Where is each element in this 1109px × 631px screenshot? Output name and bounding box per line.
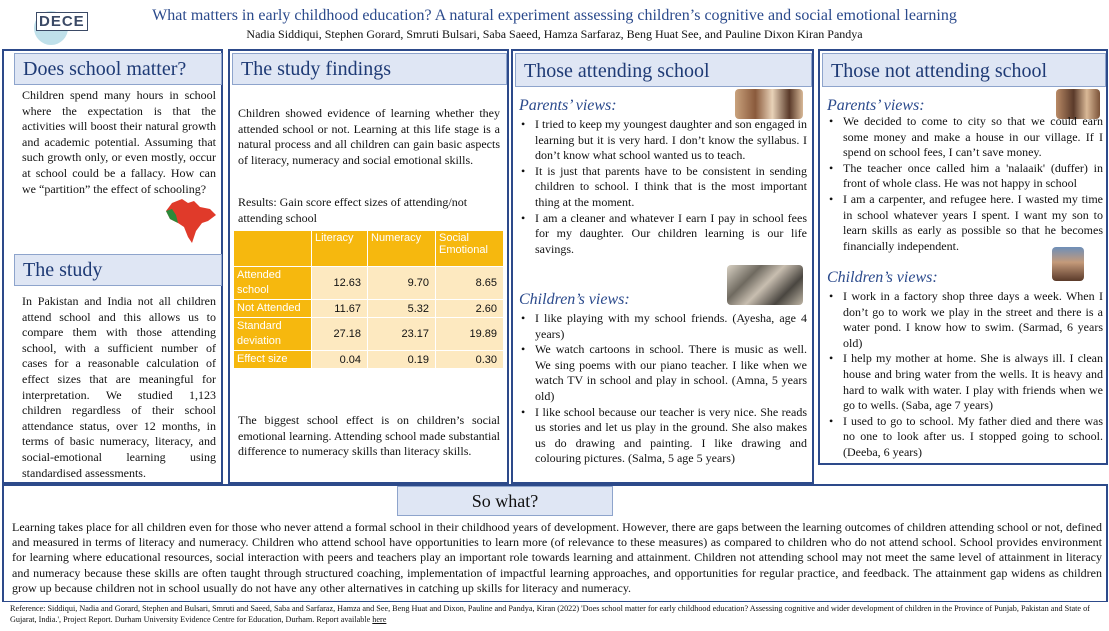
list-item: • We watch cartoons in school. There is music as well. We sing poems with our piano teacher. I like when we watch TV in school and play in school. (Amna, 5 years old) bbox=[519, 342, 807, 404]
not-attending-parents-list bbox=[827, 114, 1103, 254]
not-attending-panel bbox=[818, 49, 1108, 465]
children-photo bbox=[727, 265, 803, 305]
school-matter-text: Children spend many hours in school where the expectation is that the activities will boost their natural growth and academic potential. Assuming that such growth only, or even mostly, occur at school could be a fallacy. How can we “partition” the effect of schooling? bbox=[22, 88, 216, 196]
poster-header bbox=[0, 0, 1109, 46]
school-matter-title: Does school matter? bbox=[14, 53, 222, 85]
logo-text: DECE bbox=[36, 12, 89, 31]
study-title: The study bbox=[14, 254, 222, 286]
list-item: • I tried to keep my youngest daughter and son engaged in learning but it is very hard. I don’t know the syllabus. I don’t know what school wanted us to teach. bbox=[519, 117, 807, 164]
results-label: Results: Gain score effect sizes of attending/not attending school bbox=[238, 195, 468, 225]
list-item: • I work in a factory shop three days a week. When I don’t go to work we play in the street and there is a water pond. I know how to swim. (Sarmad, 6 years old) bbox=[827, 289, 1103, 351]
list-item: • It is just that parents have to be consistent in sending children to school. I think that is the most important thing at the moment. bbox=[519, 164, 807, 211]
table-cell: 23.17 bbox=[368, 318, 436, 351]
table-cell: 27.18 bbox=[312, 318, 368, 351]
reference bbox=[10, 604, 1105, 625]
table-cell: 0.30 bbox=[436, 351, 504, 369]
table-header-cell: Numeracy bbox=[368, 231, 436, 267]
study-text: In Pakistan and India not all children attend school and this allows us to compare them with those attending school, with a sufficient number of cases for a reasonable calculation of effect sizes that are meaningful for interpretation. We studied 1,123 children regardless of their school attendance status, over 12 months, in terms of basic numeracy, literacy, and social-emotional learning using standardised assessments. bbox=[22, 294, 216, 480]
table-header-cell: Social Emotional bbox=[436, 231, 504, 267]
reference-link[interactable]: here bbox=[372, 614, 387, 624]
table-cell: 0.19 bbox=[368, 351, 436, 369]
list-item: • I like playing with my school friends. (Ayesha, age 4 years) bbox=[519, 311, 807, 342]
attending-title: Those attending school bbox=[515, 53, 812, 87]
attending-children-head: Children’s views: bbox=[519, 291, 630, 308]
attending-panel bbox=[511, 49, 814, 484]
table-row bbox=[234, 351, 504, 369]
divider bbox=[2, 601, 1108, 602]
table-header-cell bbox=[234, 231, 312, 267]
list-item: • I help my mother at home. She is always ill. I clean house and bring water from the wells. It is heavy and hard to walk with water. I play with friends when we go to wells. (Saba, age 7 years) bbox=[827, 351, 1103, 413]
findings-title: The study findings bbox=[232, 53, 507, 85]
reference-text: Reference: Siddiqui, Nadia and Gorard, Stephen and Bulsari, Smruti and Saeed, Saba and Sarfaraz, Hamza and See, Beng Huat and Dixon, Pauline and Pandya, Kiran (2022) 'Does school matter for early childhood education? Assessing cognitive and wider development of children in the Province of Punjab, Pakistan and State of Gujarat, India.', Project Report. Durham University Evidence Centre for Education, Durham. Report available bbox=[10, 604, 1090, 624]
so-what-text: Learning takes place for all children even for those who never attend a formal school in their childhood years of development. However, there are gaps between the learning outcomes of children attending school or not, defined and measured in terms of literacy and numeracy. Children who attend school have opportunities to learn more (of relevance to these measures) as compared to children who do not attend school. School provides environment for learning where educational resources, social interaction with peers and teachers play an important role towards learning and attainment. Children not attending school may not meet the same level of attainment in literacy and numeracy because these skills are often taught through structured coaching, implementation of impactful learning approaches, and opportunities for regular practice, and feedback. The attainment gap widens as children grow up because children not in school usually do not have any other alternatives in catching up skills for literacy and numeracy. bbox=[12, 520, 1102, 595]
table-cell: 0.04 bbox=[312, 351, 368, 369]
children-photo bbox=[1052, 247, 1084, 281]
table-cell: 2.60 bbox=[436, 300, 504, 318]
table-row bbox=[234, 267, 504, 300]
so-what-title: So what? bbox=[397, 486, 613, 516]
list-item: • I like school because our teacher is very nice. She reads us stories and let us play in the ground. She also makes us do drawing and painting. I like drawing and colouring pictures. (Salma, 5 age 5 years) bbox=[519, 405, 807, 467]
india-map-icon bbox=[164, 197, 219, 247]
not-attending-children-list bbox=[827, 289, 1103, 461]
attending-parents-head: Parents’ views: bbox=[519, 97, 617, 114]
table-cell: 11.67 bbox=[312, 300, 368, 318]
list-item: • I am a carpenter, and refugee here. I wasted my time in school whatever years I spent. I want my son to learn skills as early as possible so that he becomes financially independent. bbox=[827, 192, 1103, 254]
findings-conclusion: The biggest school effect is on children’s social emotional learning. Attending school made substantial difference to numeracy skills than literacy skills. bbox=[238, 413, 500, 459]
table-cell: 8.65 bbox=[436, 267, 504, 300]
table-row-label: Not Attended bbox=[234, 300, 312, 318]
school-matter-panel bbox=[2, 49, 223, 484]
findings-intro: Children showed evidence of learning whether they attended school or not. Learning at this life stage is a natural process and all children can gain basic aspects of literacy, numeracy and social emotional skills. bbox=[238, 106, 500, 167]
poster-authors: Nadia Siddiqui, Stephen Gorard, Smruti Bulsari, Saba Saeed, Hamza Sarfaraz, Beng Huat See, and Pauline Dixon Kiran Pandya bbox=[246, 27, 863, 41]
list-item: • I am a cleaner and whatever I earn I pay in school fees for my daughter. Our children learning is our life savings. bbox=[519, 211, 807, 258]
results-table bbox=[233, 230, 504, 369]
poster-title: What matters in early childhood education? A natural experiment assessing children’s cognitive and social emotional learning bbox=[152, 7, 957, 24]
not-attending-title: Those not attending school bbox=[822, 53, 1106, 87]
table-row bbox=[234, 300, 504, 318]
not-attending-parents-head: Parents’ views: bbox=[827, 97, 925, 114]
table-row-label: Effect size bbox=[234, 351, 312, 369]
attending-children-list bbox=[519, 311, 807, 467]
table-header-row bbox=[234, 231, 504, 267]
attending-parents-list bbox=[519, 117, 807, 257]
table-header-cell: Literacy bbox=[312, 231, 368, 267]
list-item: • We decided to come to city so that we could earn some money and make a house in our village. If I spend on school fees, I can’t save money. bbox=[827, 114, 1103, 161]
not-attending-children-head: Children’s views: bbox=[827, 269, 938, 286]
table-cell: 5.32 bbox=[368, 300, 436, 318]
table-cell: 19.89 bbox=[436, 318, 504, 351]
list-item: • I used to go to school. My father died and there was no one to look after us. I stopped going to school. (Deeba, 6 years) bbox=[827, 414, 1103, 461]
table-row-label: Standard deviation bbox=[234, 318, 312, 351]
list-item: • The teacher once called him a 'nalaaik' (duffer) in front of whole class. He was not happy in school bbox=[827, 161, 1103, 192]
parents-photo bbox=[735, 89, 803, 119]
table-row-label: Attended school bbox=[234, 267, 312, 300]
table-cell: 9.70 bbox=[368, 267, 436, 300]
table-row bbox=[234, 318, 504, 351]
table-cell: 12.63 bbox=[312, 267, 368, 300]
findings-panel bbox=[228, 49, 509, 484]
